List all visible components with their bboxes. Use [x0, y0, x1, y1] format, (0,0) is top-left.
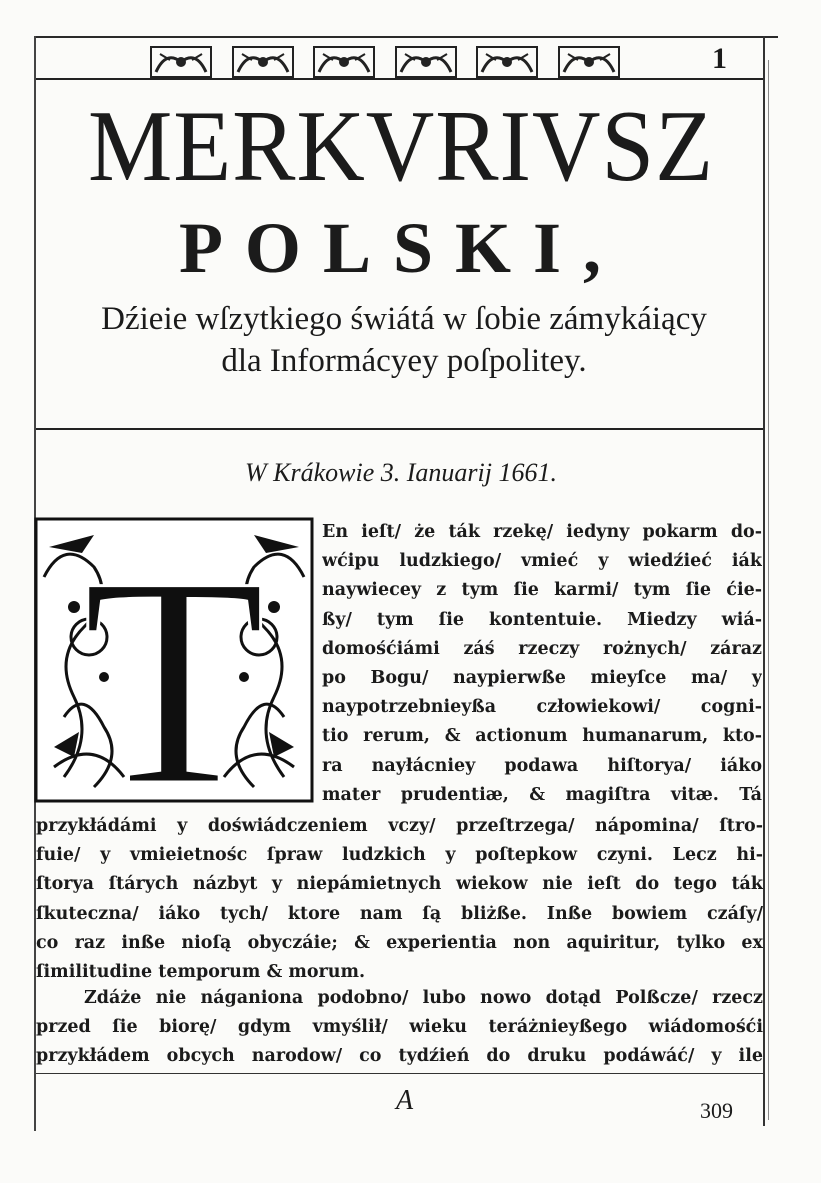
ornament-band [150, 46, 620, 80]
masthead-top-rule [36, 78, 763, 80]
text-line: tio rerum, & actionum humanarum, kto- [322, 726, 762, 747]
text-line: mater prudentiæ, & magiſtra vitæ. Tá [322, 784, 762, 805]
top-border [34, 36, 778, 38]
masthead-tagline [34, 298, 774, 382]
text-line: ßy/ tym ſie kontentuie. Miedzy wiá- [322, 609, 762, 630]
drop-cap-illustration [34, 517, 314, 803]
text-line: fuie/ y vmieietnośc ſpraw ludzkich y poſtepkow czyni. Lecz hi- [36, 845, 763, 866]
right-border-inner [768, 60, 769, 1120]
text-line: ra nayłácniey podawa hiſtorya/ iáko [322, 755, 762, 776]
tagline-line-2: dla Informácyey poſpolitey. [221, 343, 587, 379]
right-border [763, 36, 765, 1126]
text-line: przed ſie biorę/ gdym vmyślił/ wieku teráżnieyßego wiádomośći [36, 1017, 763, 1038]
ornament-icon [313, 46, 375, 78]
ornament-icon [232, 46, 294, 78]
text-line: naypotrzebnieyßa człowiekowi/ cogni- [322, 697, 762, 718]
ornament-icon [395, 46, 457, 78]
text-line: ſimilitudine temporum & morum. [36, 962, 366, 983]
text-line: po Bogu/ naypierwße mieyſce ma/ y [322, 668, 762, 689]
text-line: En ieſt/ że ták rzekę/ iedyny pokarm do- [322, 522, 762, 542]
text-line: naywiecey z tym ſie karmi/ tym ſie ćie- [322, 580, 762, 601]
masthead-bottom-rule [36, 428, 763, 430]
text-line: ſkuteczna/ iáko tych/ ktore nam ſą bliżße. Inße bowiem czáſy/ [36, 903, 763, 924]
drop-cap-letter: T [82, 517, 266, 803]
tagline-line-1: Dźieie wſzytkiego świátá w ſobie zámykáiący [101, 301, 707, 337]
ornament-icon [150, 46, 212, 78]
folio-number: 309 [700, 1098, 733, 1123]
text-line: przykłádámi y doświádczeniem vczy/ przeſtrzega/ nápomina/ ſtro- [36, 816, 763, 836]
masthead-title: MERKVRIVSZ [88, 90, 714, 203]
bottom-rule [36, 1073, 763, 1074]
text-line: przykłádem obcych narodow/ co tydźień do druku podáwáć/ y ile [36, 1046, 763, 1067]
right-column-text [322, 518, 762, 810]
signature-mark: A [396, 1085, 414, 1116]
ornament-icon [558, 46, 620, 78]
text-line: co raz inße nioſą obyczáie; & experientia non aquiritur, tylko ex [36, 932, 763, 953]
ornament-icon [476, 46, 538, 78]
second-paragraph [36, 984, 763, 1072]
text-line: domośćiámi záś rzeczy rożnych/ záraz [322, 638, 762, 659]
text-line: Zdáże nie náganiona podobno/ lubo nowo dotąd Polßcze/ rzecz [84, 988, 763, 1008]
text-line: ſtorya ſtárych názbyt y niepámietnych wiekow nie ieſt do tego ták [36, 874, 763, 895]
dateline: W Krákowie 3. Ianuarij 1661. [245, 458, 557, 487]
first-paragraph-continuation [36, 812, 763, 987]
text-line: wćipu ludzkiego/ vmieć y wiedźieć iák [322, 551, 762, 572]
masthead-subtitle-polski: POLSKI, [178, 208, 624, 288]
page-number: 1 [712, 42, 727, 75]
